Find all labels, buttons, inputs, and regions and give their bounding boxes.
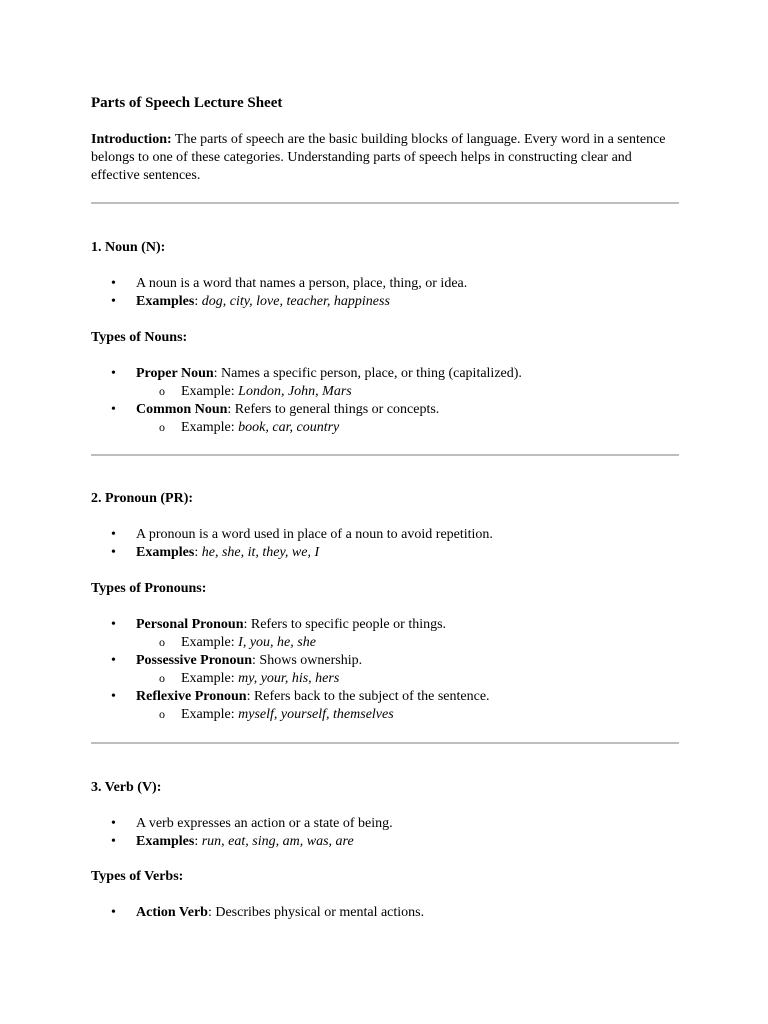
sub-list bbox=[136, 383, 679, 401]
list-item bbox=[91, 688, 679, 724]
separator: : bbox=[194, 294, 202, 309]
sub-list bbox=[136, 634, 679, 652]
list-item bbox=[91, 815, 679, 833]
sub-list bbox=[136, 670, 679, 688]
verb-heading: 3. Verb (V): bbox=[91, 780, 162, 795]
noun-types-heading: Types of Nouns: bbox=[91, 330, 188, 345]
pronoun-types-list bbox=[91, 616, 679, 724]
section-divider bbox=[91, 454, 679, 456]
example-text: my, your, his, hers bbox=[238, 671, 340, 686]
verb-bullet-list bbox=[91, 815, 679, 851]
example-label: Example: bbox=[181, 707, 239, 722]
sub-list bbox=[136, 419, 679, 437]
pronoun-types-heading: Types of Pronouns: bbox=[91, 581, 207, 596]
example-text: London, John, Mars bbox=[238, 384, 352, 399]
type-description: : Shows ownership. bbox=[252, 653, 363, 668]
introduction-text: The parts of speech are the basic building blocks of language. Every word in a sentence belongs to one of these categories. Understanding parts of speech helps in constructing clear and effective sentences. bbox=[91, 132, 666, 183]
verb-types-heading: Types of Verbs: bbox=[91, 869, 184, 884]
list-item bbox=[91, 401, 679, 437]
type-name: Possessive Pronoun bbox=[136, 653, 253, 668]
type-name: Reflexive Pronoun bbox=[136, 689, 247, 704]
pronoun-heading: 2. Pronoun (PR): bbox=[91, 491, 194, 506]
example-label: Example: bbox=[181, 671, 239, 686]
type-description: : Refers to specific people or things. bbox=[243, 617, 447, 632]
examples-label: Examples bbox=[136, 834, 195, 849]
list-item bbox=[91, 293, 679, 311]
list-item bbox=[91, 833, 679, 851]
type-description: : Describes physical or mental actions. bbox=[207, 905, 425, 920]
type-description: : Refers to general things or concepts. bbox=[227, 402, 440, 417]
type-description: : Refers back to the subject of the sentence. bbox=[246, 689, 490, 704]
sub-list-item bbox=[136, 634, 679, 652]
sub-list-item bbox=[136, 706, 679, 724]
type-name: Proper Noun bbox=[136, 366, 214, 381]
type-name: Action Verb bbox=[136, 905, 208, 920]
sub-list-item bbox=[136, 419, 679, 437]
pronoun-bullet-list bbox=[91, 526, 679, 562]
example-label: Example: bbox=[181, 384, 239, 399]
type-name: Common Noun bbox=[136, 402, 228, 417]
example-text: myself, yourself, themselves bbox=[238, 707, 394, 722]
example-text: I, you, he, she bbox=[238, 635, 316, 650]
list-item bbox=[91, 616, 679, 652]
sub-list-item bbox=[136, 383, 679, 401]
pronoun-examples: he, she, it, they, we, I bbox=[201, 545, 320, 560]
list-item bbox=[91, 544, 679, 562]
section-divider bbox=[91, 202, 679, 204]
noun-definition: A noun is a word that names a person, place, thing, or idea. bbox=[136, 276, 468, 291]
example-label: Example: bbox=[181, 420, 239, 435]
noun-bullet-list bbox=[91, 275, 679, 311]
sub-list bbox=[136, 706, 679, 724]
examples-label: Examples bbox=[136, 294, 195, 309]
noun-types-list bbox=[91, 365, 679, 437]
pronoun-definition: A pronoun is a word used in place of a noun to avoid repetition. bbox=[136, 527, 493, 542]
examples-label: Examples bbox=[136, 545, 195, 560]
list-item bbox=[91, 904, 679, 922]
introduction-paragraph bbox=[91, 131, 679, 185]
verb-examples: run, eat, sing, am, was, are bbox=[201, 834, 354, 849]
type-name: Personal Pronoun bbox=[136, 617, 244, 632]
verb-definition: A verb expresses an action or a state of being. bbox=[136, 816, 393, 831]
type-description: : Names a specific person, place, or thing (capitalized). bbox=[213, 366, 522, 381]
separator: : bbox=[194, 834, 202, 849]
list-item bbox=[91, 526, 679, 544]
section-divider bbox=[91, 742, 679, 744]
list-item bbox=[91, 652, 679, 688]
list-item bbox=[91, 365, 679, 401]
separator: : bbox=[194, 545, 202, 560]
list-item bbox=[91, 275, 679, 293]
example-label: Example: bbox=[181, 635, 239, 650]
sub-list-item bbox=[136, 670, 679, 688]
example-text: book, car, country bbox=[238, 420, 340, 435]
noun-examples: dog, city, love, teacher, happiness bbox=[201, 294, 390, 309]
noun-heading: 1. Noun (N): bbox=[91, 240, 166, 255]
introduction-label: Introduction: bbox=[91, 132, 172, 147]
verb-types-list bbox=[91, 904, 679, 922]
document-title: Parts of Speech Lecture Sheet bbox=[91, 95, 283, 111]
